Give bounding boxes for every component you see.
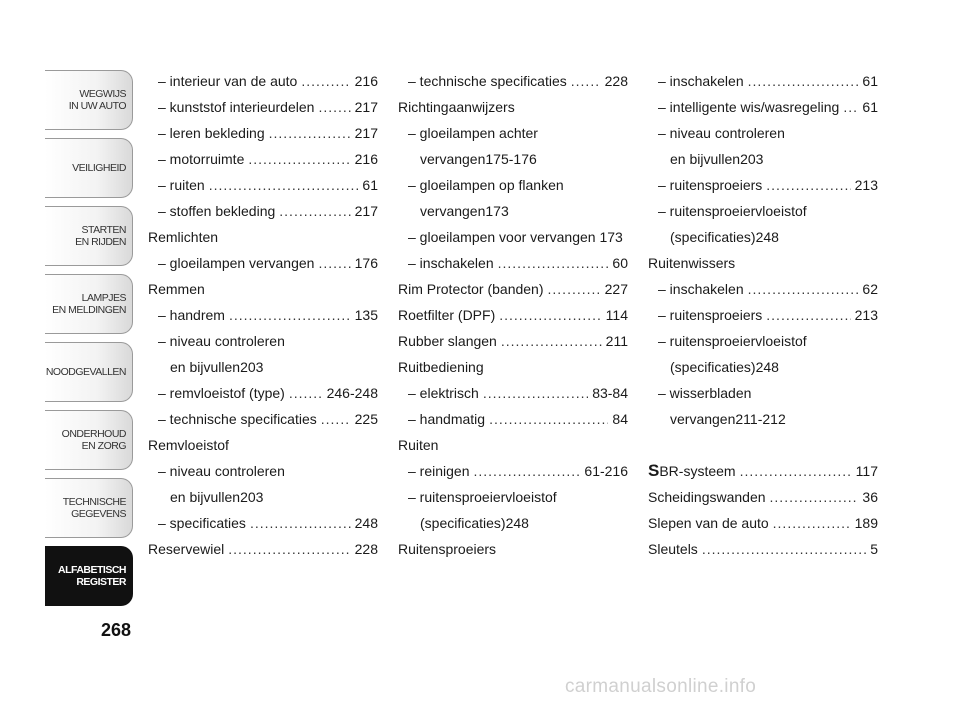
index-heading [398,94,628,120]
chapter-tab-label: ALFABETISCH REGISTER [58,564,126,588]
dot-leader [250,510,351,536]
index-heading-label: Ruitenwissers [648,255,736,271]
page-ref: 176 [354,255,378,271]
index-entry-label: – leren bekleding [158,125,265,141]
dot-leader [318,250,350,276]
dot-leader [748,68,859,94]
index-entry [148,380,378,406]
index-entry [648,484,878,510]
page-ref: 61-216 [584,463,628,479]
index-entry-line [658,354,878,380]
index-heading-label: Remmen [148,281,205,297]
page-ref: 216 [354,73,378,89]
chapter-tab-label: ONDERHOUD EN ZORG [61,428,126,452]
index-entry-label: – reinigen [408,463,470,479]
index-column-3 [648,68,878,562]
chapter-tab-label: TECHNISCHE GEGEVENS [62,496,126,520]
index-entry [148,302,378,328]
page-ref: 227 [604,281,628,297]
page-ref: 248 [755,229,779,245]
index-entry [148,250,378,276]
dot-leader [748,276,859,302]
index-column-2 [398,68,628,562]
index-entry-line [408,146,628,172]
index-entry [148,406,378,432]
dot-leader [321,406,351,432]
index-entry [398,458,628,484]
index-heading [148,224,378,250]
index-entry-line [658,224,878,250]
dot-leader [498,250,609,276]
index-heading [398,354,628,380]
dot-leader [773,510,851,536]
index-entry [648,302,878,328]
index-heading [398,536,628,562]
index-entry-line [408,510,628,536]
page-ref: 61 [362,177,378,193]
page-ref: 217 [354,125,378,141]
index-entry-label: – stoffen bekleding [158,203,276,219]
index-entry [398,224,628,250]
page-ref: 60 [612,255,628,271]
index-entry-label: – gloeilampen voor vervangen 173 [408,229,623,245]
index-entry-label: – gloeilampen achter [408,125,538,141]
chapter-tab-label: NOODGEVALLEN [45,366,126,378]
index-entry-label: Sleutels [648,541,698,557]
initial-letter: S [648,461,660,480]
index-entry-label: Rim Protector (banden) [398,281,544,297]
index-entry [148,328,378,380]
index-entry-label-cont: en bijvullen [670,151,741,167]
index-entry-label-cont: en bijvullen [170,489,241,505]
index-entry-line [158,484,378,510]
index-entry [148,458,378,510]
index-entry-label: – gloeilampen op flanken [408,177,564,193]
page-ref: 203 [240,489,264,505]
index-entry-label: – specificaties [158,515,246,531]
index-entry-label: – inschakelen [658,281,744,297]
index-heading [148,276,378,302]
index-heading-label: Remlichten [148,229,219,245]
dot-leader [571,68,601,94]
index-entry-label-cont: vervangen [420,151,486,167]
dot-leader [501,328,602,354]
index-entry [398,380,628,406]
index-entry-label: – intelligente wis/wasregeling [658,99,840,115]
index-entry-line [658,146,878,172]
dot-leader [229,302,351,328]
index-heading [398,432,628,458]
page-number: 268 [100,620,132,640]
chapter-tab[interactable] [45,70,133,130]
page-ref: 117 [855,463,878,479]
page-ref: 248 [505,515,529,531]
chapter-tab[interactable] [45,478,133,538]
page-ref: 248 [755,359,779,375]
page-ref: 225 [354,411,378,427]
dot-leader [770,484,859,510]
chapter-tab[interactable] [45,546,133,606]
index-entry-label: – niveau controleren [158,463,285,479]
index-entry [148,510,378,536]
dot-leader [548,276,601,302]
page-ref: 135 [354,307,378,323]
chapter-tab-label: LAMPJES EN MELDINGEN [52,292,126,316]
chapter-tabs [45,70,133,614]
dot-leader [279,198,350,224]
index-heading-label: Ruiten [398,437,439,453]
index-entry-label-cont: (specificaties) [670,229,756,245]
index-entry-label: – ruitensproeiers [658,307,763,323]
index-entry [398,406,628,432]
index-entry [398,172,628,224]
index-entry-label-cont: vervangen [670,411,736,427]
index-entry-label: – niveau controleren [158,333,285,349]
chapter-tab-label: VEILIGHEID [72,162,126,174]
spacer [648,432,878,458]
dot-leader [248,146,350,172]
index-entry [648,68,878,94]
index-entry-label: – niveau controleren [658,125,785,141]
page-ref: 213 [854,307,878,323]
index-entry-line [158,354,378,380]
chapter-tab[interactable] [45,410,133,470]
dot-leader [766,302,850,328]
dot-leader [474,458,581,484]
chapter-tab[interactable] [45,274,133,334]
chapter-tab-label: WEGWIJS IN UW AUTO [68,88,126,112]
index-heading-label: Ruitbediening [398,359,484,375]
index-heading-label: Remvloeistof [148,437,229,453]
index-entry [148,68,378,94]
index-entry [398,120,628,172]
index-entry [648,536,878,562]
index-entry-label: – gloeilampen vervangen [158,255,315,271]
page-ref: 213 [854,177,878,193]
page-ref: 114 [605,307,628,323]
index-entry-label: – handrem [158,307,225,323]
index-entry-label: – ruitensproeiervloeistof [658,333,807,349]
index-entry-label: – inschakelen [658,73,744,89]
page-ref: 83-84 [592,385,628,401]
page-ref: 61 [862,99,878,115]
index-entry-label: – ruiten [158,177,205,193]
index-entry [148,146,378,172]
dot-leader [702,536,866,562]
page-ref: 203 [740,151,764,167]
index-entry [148,94,378,120]
dot-leader [228,536,350,562]
page-ref: 36 [862,489,878,505]
index-entry-label: – remvloeistof (type) [158,385,285,401]
index-entry-label-cont: (specificaties) [420,515,506,531]
index-entry [648,328,878,380]
index-entry [148,172,378,198]
index-entry [648,510,878,536]
index-entry-label: – ruitensproeiers [658,177,763,193]
index-entry-label-cont: en bijvullen [170,359,241,375]
watermark: carmanualsonline.info [565,676,757,697]
dot-leader [209,172,359,198]
index-entry-label: – handmatig [408,411,486,427]
page-ref: 84 [612,411,628,427]
index-entry-label: Scheidingswanden [648,489,766,505]
page-ref: 217 [354,203,378,219]
chapter-tab-label: STARTEN EN RIJDEN [75,224,126,248]
page-ref: 61 [862,73,878,89]
dot-leader [843,94,858,120]
page-ref: 228 [354,541,378,557]
index-entry-label: – wisserbladen [658,385,752,401]
page-ref: 211 [605,333,628,349]
index-entry-label: Rubber slangen [398,333,497,349]
page-ref: 217 [354,99,378,115]
index-entry-label: – inschakelen [408,255,494,271]
page-ref: 189 [854,515,878,531]
index-entry-label-cont: (specificaties) [670,359,756,375]
chapter-tab[interactable] [45,206,133,266]
index-entry-line [658,406,878,432]
index-entry [648,380,878,432]
page-ref: 203 [240,359,264,375]
index-entry-label: – motorruimte [158,151,245,167]
index-entry [398,276,628,302]
index-entry [648,198,878,250]
dot-leader [301,68,350,94]
index-entry-label: Reservewiel [148,541,225,557]
index-entry [148,536,378,562]
index-entry [398,484,628,536]
dot-leader [489,406,608,432]
dot-leader [289,380,323,406]
index-entry [398,328,628,354]
index-column-1 [148,68,378,562]
index-entry-label: – technische specificaties [158,411,317,427]
dot-leader [499,302,601,328]
index-entry-label: – interieur van de auto [158,73,298,89]
index-heading [148,432,378,458]
index-entry [648,276,878,302]
page-ref: 173 [485,203,509,219]
page-ref: 211-212 [735,411,786,427]
page-ref: 228 [604,73,628,89]
index-entry-label [648,458,736,484]
page-ref: 216 [354,151,378,167]
dot-leader [766,172,850,198]
dot-leader [740,458,852,484]
index-entry [398,302,628,328]
page-ref: 248 [354,515,378,531]
dot-leader [269,120,351,146]
index-entry-line [408,198,628,224]
index-entry-label: – technische specificaties [408,73,567,89]
index-entry-label: Slepen van de auto [648,515,769,531]
index-entry [648,172,878,198]
index-entry-label-cont: vervangen [420,203,486,219]
index-entry [148,120,378,146]
index-entry [398,250,628,276]
chapter-tab[interactable] [45,342,133,402]
page-ref: 175-176 [485,151,537,167]
index-entry-label: – ruitensproeiervloeistof [658,203,807,219]
index-entry [648,458,878,484]
page-ref: 62 [862,281,878,297]
index-entry-label: – kunststof interieurdelen [158,99,315,115]
index-heading-label: Richtingaanwijzers [398,99,515,115]
index-entry-label: – elektrisch [408,385,479,401]
index-entry [398,68,628,94]
index-heading [648,250,878,276]
dot-leader [318,94,350,120]
index-entry-label: – ruitensproeiervloeistof [408,489,557,505]
page-ref: 5 [870,541,878,557]
index-entry [648,94,878,120]
index-entry-label: Roetfilter (DPF) [398,307,496,323]
index-entry [648,120,878,172]
chapter-tab[interactable] [45,138,133,198]
index-entry-label-rest: BR-systeem [659,463,736,479]
dot-leader [483,380,588,406]
index-heading-label: Ruitensproeiers [398,541,497,557]
page-ref: 246-248 [326,385,378,401]
index-entry [148,198,378,224]
